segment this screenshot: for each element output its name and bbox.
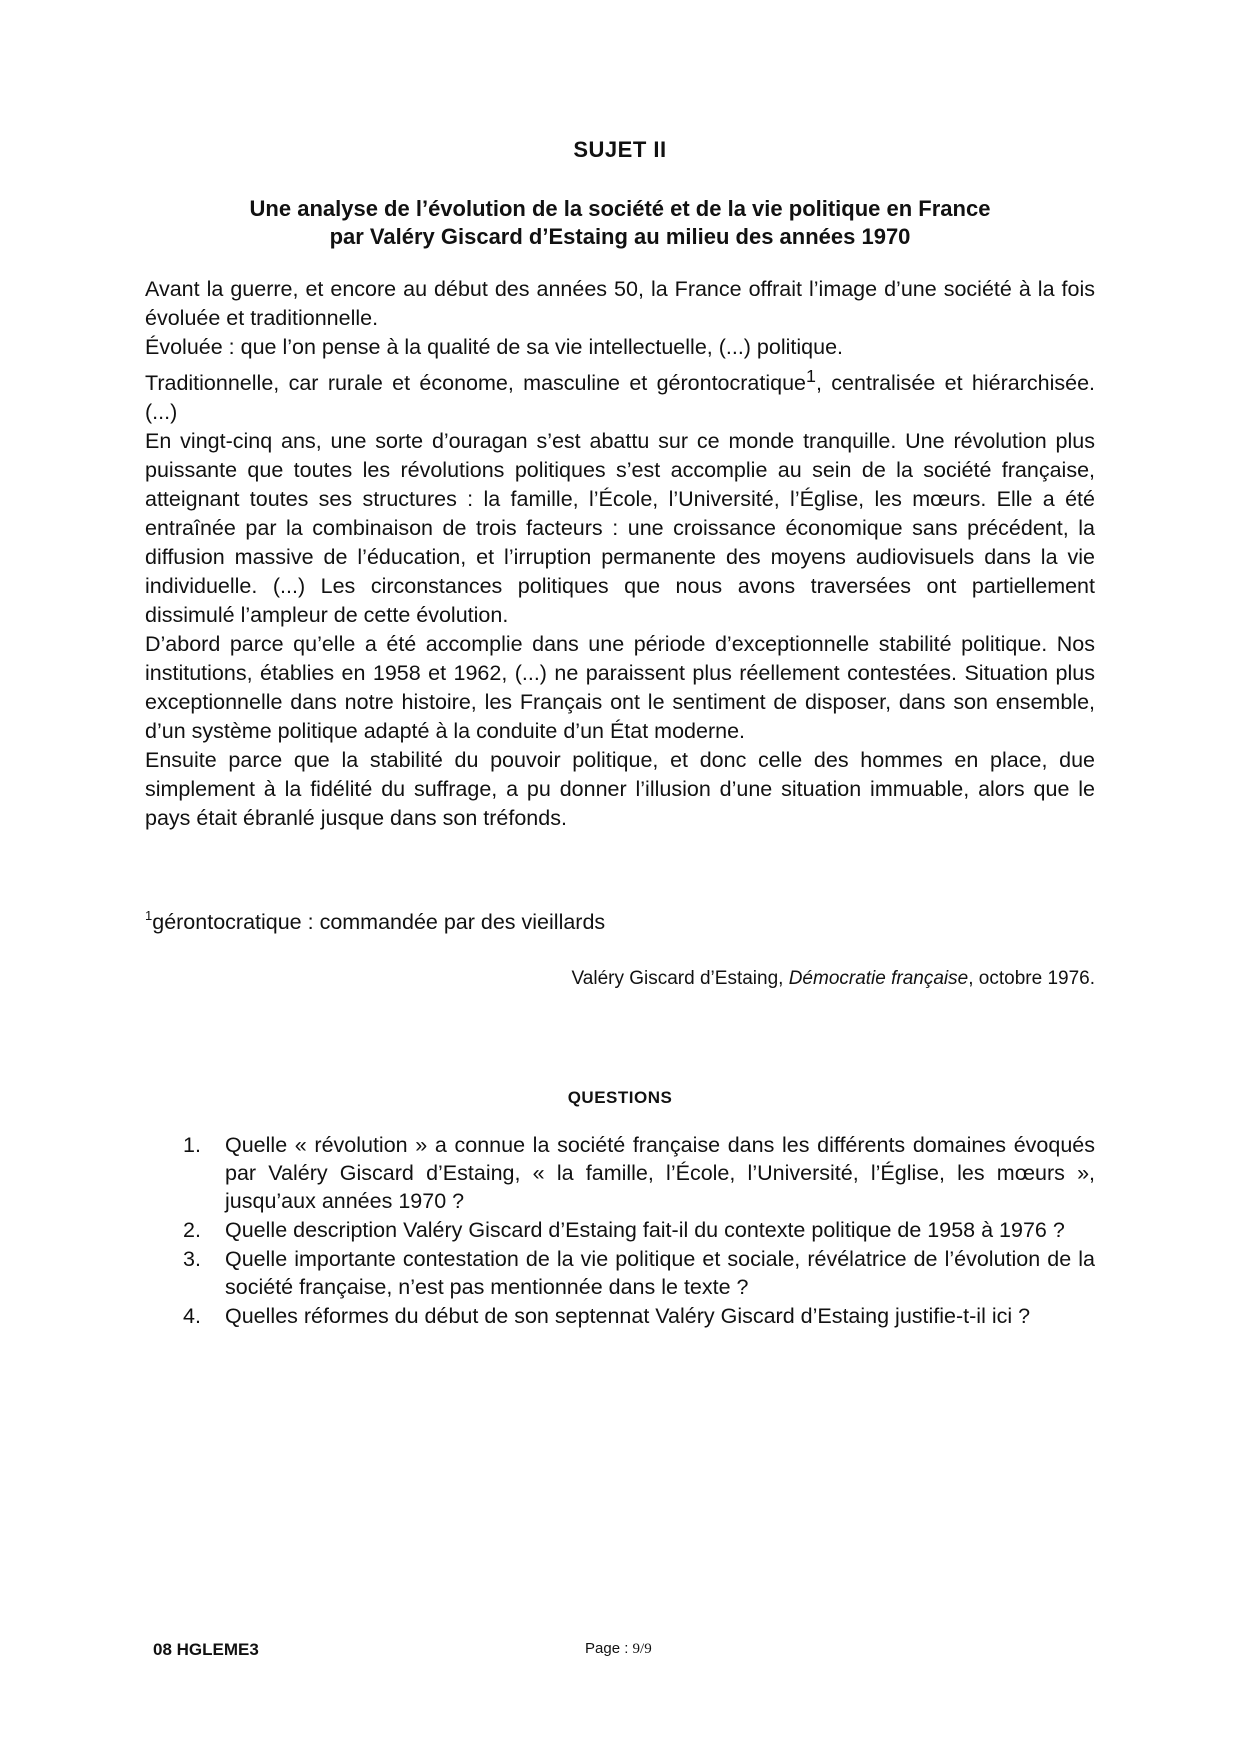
paragraph: D’abord parce qu’elle a été accomplie dans une période d’exceptionnelle stabilité politique. Nos institutions, établies en 1958 et 1962, (...) ne paraissent plus réellement contestées. Situation plus exceptionnelle dans notre histoire, les Français ont le sentiment de disposer, dans son ensemble, d’un système politique adapté à la conduite d’un État moderne. [145,632,1095,744]
footnote-text: gérontocratique : commandée par des vieillards [152,910,606,934]
citation-work: Démocratie française [788,968,969,989]
questions-heading: QUESTIONS [567,1088,673,1107]
question-item [183,1245,1095,1301]
footnote-marker: 1 [145,908,153,923]
paragraph: Ensuite parce que la stabilité du pouvoir politique, et donc celle des hommes en place, due simplement à la fidélité du suffrage, a pu donner l’illusion d’une situation immuable, alors que le pays était ébranlé jusque dans son tréfonds. [145,748,1095,831]
question-number: 2. [183,1218,201,1242]
citation-date: , octobre 1976. [968,968,1095,989]
paragraph-traditional [145,362,1095,427]
question-text: Quelles réformes du début de son septennat Valéry Giscard d’Estaing justifie-t-il ici ? [225,1304,1031,1328]
title-line-2: par Valéry Giscard d’Estaing au milieu des années 1970 [329,224,911,249]
question-number: 4. [183,1304,201,1328]
question-text: Quelle « révolution » a connue la société française dans les différents domaines évoqués par Valéry Giscard d’Estaing, « la famille, l’École, l’Université, l’Église, les mœurs », jusqu’aux années 1970 ? [225,1133,1095,1213]
question-item [183,1131,1095,1215]
page-number [585,1640,652,1658]
footnote-reference: 1 [806,366,816,386]
paragraph-text: Traditionnelle, car rurale et économe, masculine et gérontocratique [145,371,807,396]
paragraph-text: , centralisée et hiérarchisée. (...) [145,371,1095,425]
page-value: 9/9 [632,1641,652,1657]
exam-code: 08 HGLEME3 [153,1640,259,1659]
page-label: Page : [585,1640,633,1657]
footnote [145,908,1095,937]
question-item [183,1302,1095,1330]
question-item [183,1216,1095,1244]
questions-list [183,1131,1095,1331]
paragraph: Évoluée : que l’on pense à la qualité de sa vie intellectuelle, (...) politique. [145,335,843,359]
source-citation [145,966,1095,992]
subject-heading: SUJET II [573,137,667,162]
question-number: 1. [183,1133,201,1157]
citation-author: Valéry Giscard d’Estaing, [571,968,789,989]
document-title [150,195,1090,251]
paragraph: Avant la guerre, et encore au début des années 50, la France offrait l’image d’une société à la fois évoluée et traditionnelle. [145,277,1095,330]
question-number: 3. [183,1247,201,1271]
source-text [145,275,1095,833]
question-text: Quelle importante contestation de la vie politique et sociale, révélatrice de l’évolution de la société française, n’est pas mentionnée dans le texte ? [225,1247,1095,1299]
question-text: Quelle description Valéry Giscard d’Estaing fait-il du contexte politique de 1958 à 1976 ? [225,1218,1065,1242]
paragraph: En vingt-cinq ans, une sorte d’ouragan s’est abattu sur ce monde tranquille. Une révolution plus puissante que toutes les révolutions politiques s’est accomplie au sein de la société française, atteignant toutes ses structures : la famille, l’École, l’Université, l’Église, les mœurs. Elle a été entraînée par la combinaison de trois facteurs : une croissance économique sans précédent, la diffusion massive de l’éducation, et l’irruption permanente des moyens audiovisuels dans la vie individuelle. (...) Les circonstances politiques que nous avons traversées ont partiellement dissimulé l’ampleur de cette évolution. [145,429,1095,628]
title-line-1: Une analyse de l’évolution de la société et de la vie politique en France [249,196,991,221]
